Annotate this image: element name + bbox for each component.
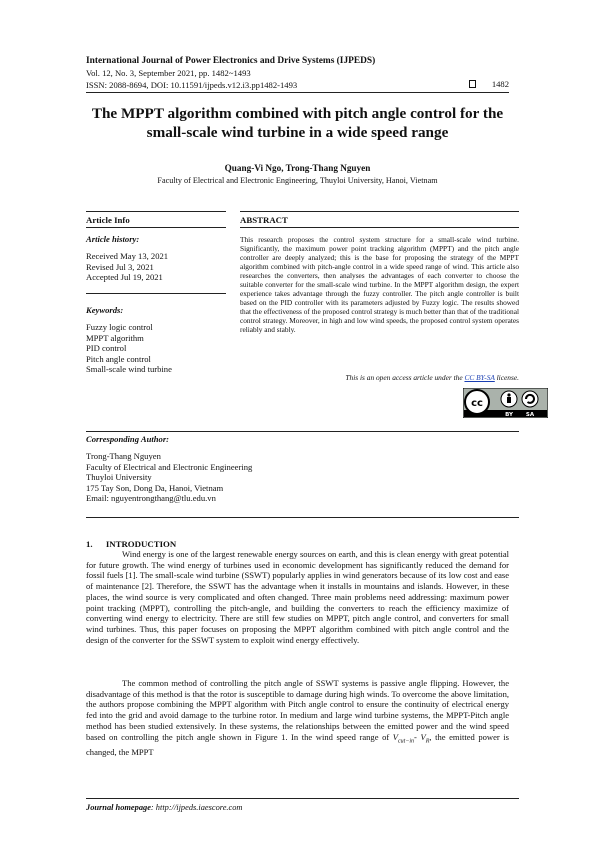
cc-by-label: BY (505, 412, 513, 418)
header-rule (86, 92, 509, 93)
intro-paragraph-1: Wind energy is one of the largest renewable energy sources on earth, and this is clean energy with great potential for future growth. The wind energy of turbines used in economic development has significantly reduced the demand for fossil fuels [1]. The small-scale wind turbine (SSWT) popularly applies in wind generators because of its low cost and ease of maintenance [2]. Therefore, the SSWT has the advantage when it installs in mountains and islands. However, in these places, the wind source is very complicated and often changed. Three main problems need addressing: maximum power point tracking (MPPT), controlling the pitch-angle, and building the converters to reach the efficiency maximize of converting wind energy to electricity. There are still few studies on MPPT, pitch angle control, and converters for small wind turbines. Thus, this paper focuses on proposing the MPPT algorithm combined with pitch angle control and the design of the converter for the SSWT system to exploit wind energy effectively. (86, 549, 509, 645)
license-prefix: This is an open access article under the (345, 373, 465, 382)
issn-doi: ISSN: 2088-8694, DOI: 10.11591/ijpeds.v12.i3.pp1482-1493 (86, 80, 298, 90)
intro-paragraph-2: The common method of controlling the pitch angle of SSWT systems is passive angle flipping. However, the disadvantage of this method is that the rotor is susceptible to damage during high winds. To overcome the above limitation, the authors propose combining the MPPT algorithm with Pitch angle control to ensure the continuity of electrical energy fed into the grid and avoid damage to the turbine rotor. In medium and large wind turbine systems, the MPPT-Pitch angle method has been studied extensively. In these systems, the relationships between the emitted power and the wind speed based on controlling the pitch angle shown in Figure 1. In the wind speed range of $V_{cut-in}-$ $V_R$, the emitted power is changed, the MPPT (86, 678, 509, 758)
cc-by-sa-logo[interactable] (463, 388, 548, 418)
article-info-under-rule (86, 227, 226, 228)
license-suffix: license. (494, 373, 519, 382)
abstract-top-rule (240, 211, 519, 212)
journal-name: International Journal of Power Electronics and Drive Systems (IJPEDS) (86, 56, 376, 66)
math-v-cutin: $V_{cut-in}$ (392, 731, 415, 745)
corresponding-details (86, 451, 252, 504)
corresponding-faculty: Faculty of Electrical and Electronic Engineering (86, 461, 253, 472)
keywords-heading: Keywords: (86, 305, 124, 315)
volume-info: Vol. 12, No. 3, September 2021, pp. 1482~1493 (86, 68, 251, 78)
keywords-rule (86, 293, 226, 294)
corresponding-bottom-rule (86, 517, 519, 518)
abstract-heading: ABSTRACT (240, 215, 288, 225)
section-number: 1. (86, 539, 93, 549)
article-info-heading: Article Info (86, 215, 130, 225)
corresponding-name: Trong-Thang Nguyen (86, 451, 161, 461)
document-icon (469, 80, 476, 88)
corresponding-university: Thuyloi University (86, 472, 152, 483)
keyword-item: Pitch angle control (86, 353, 151, 364)
license-note (240, 373, 519, 382)
article-info-top-rule (86, 211, 226, 212)
footer-url[interactable]: : http://ijpeds.iaescore.com (150, 803, 243, 812)
journal-homepage[interactable] (86, 803, 242, 812)
abstract-text: This research proposes the control system structure for a small-scale wind turbine. Significantly, the maximum power point tracking algorithm (MPPT) and the pitch angle controller are deeply analyzed; this is the base for proposing the strategy of the MPPT algorithm combined with pitch-angle control in a wide speed range of wind. This article also researches the converters, then analyses the advantages of each converter to choose the suitable converter for the small-scale wind turbine. In the MPPT algorithm design, the expert experience takes advantage through the fuzzy controller. The pitch angle controller is built based on the PID controller with its parameters adjusted by Fuzzy logic. The results showed that the effectiveness of the proposed control strategy is much better than that of the traditional control strategy. Moreover, in high and low wind speeds, the proposed control system operates reliably and stably. (240, 235, 519, 334)
section-title: INTRODUCTION (105, 539, 177, 549)
keywords-list (86, 322, 172, 375)
article-history-heading: Article history: (86, 234, 140, 244)
abstract-under-rule (240, 227, 519, 228)
keyword-item: Fuzzy logic control (86, 322, 153, 332)
affiliation: Faculty of Electrical and Electronic Engineering, Thuyloi University, Hanoi, Vietnam (157, 176, 438, 185)
corresponding-address: 175 Tay Son, Dong Da, Hanoi, Vietnam (86, 482, 224, 493)
paper-title: The MPPT algorithm combined with pitch angle control for the small-scale wind turbine in a wide speed range (91, 105, 504, 141)
cc-sa-label: SA (525, 412, 535, 418)
footer-label: Journal homepage (86, 803, 151, 812)
license-link[interactable]: CC BY-SA (464, 373, 495, 382)
corresponding-email: Email: nguyentrongthang@tlu.edu.vn (86, 493, 216, 504)
math-v-r: $V_R$ (420, 731, 430, 745)
history-revised: Revised Jul 3, 2021 (86, 261, 154, 272)
keyword-item: MPPT algorithm (86, 332, 144, 343)
history-accepted: Accepted Jul 19, 2021 (86, 272, 163, 283)
footer-rule (86, 798, 519, 799)
section-heading (86, 539, 176, 549)
svg-text:cc: cc (471, 398, 483, 409)
corresponding-rule (86, 431, 519, 432)
intro-paragraph-2-text: The common method of controlling the pitch angle of SSWT systems is passive angle flipping. However, the disadvantage of this method is that the rotor is susceptible to damage during high winds. To overcome the above limitation, the authors propose combining the MPPT algorithm with Pitch angle control to ensure the continuity of electrical energy fed into the grid and avoid damage to the turbine rotor. In medium and large wind turbine systems, the MPPT-Pitch angle method has been studied extensively. In these systems, the relationships between the emitted power and the wind speed based on controlling the pitch angle shown in Figure 1. In the wind speed range of (86, 678, 509, 742)
keyword-item: PID control (86, 343, 127, 354)
article-history-list (86, 251, 168, 283)
keyword-item: Small-scale wind turbine (86, 364, 172, 375)
page-indicator (469, 79, 509, 89)
authors: Quang-Vi Ngo, Trong-Thang Nguyen (224, 163, 371, 173)
history-received: Received May 13, 2021 (86, 251, 169, 261)
corresponding-heading: Corresponding Author: (86, 434, 170, 444)
page-number: 1482 (491, 79, 509, 89)
